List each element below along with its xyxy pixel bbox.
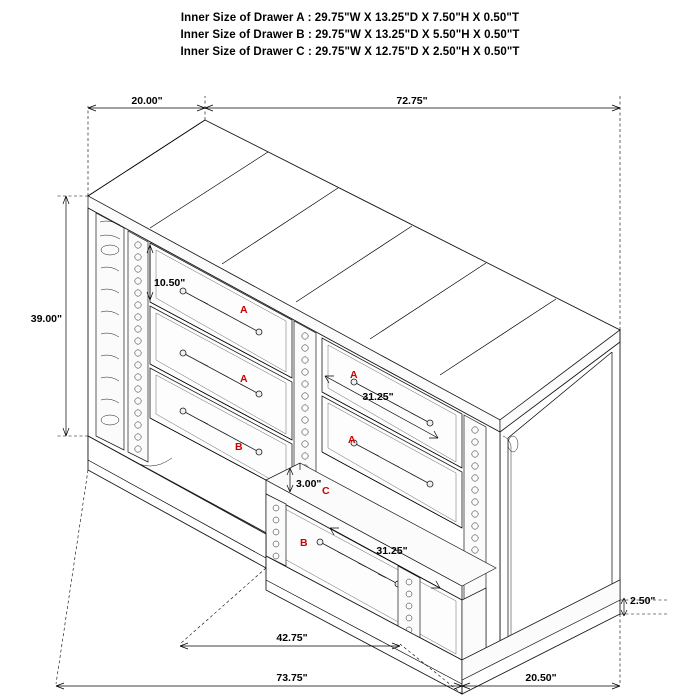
dim-base-height <box>621 595 655 616</box>
dim-depth-top <box>88 95 205 111</box>
spec-line-a: Inner Size of Drawer A : 29.75"W X 13.25"D X 7.50"H X 0.50"T <box>180 12 520 24</box>
dim-width-top-label: 72.75" <box>396 95 428 107</box>
left-bead-frame <box>128 231 148 462</box>
label-drawer-lower-wide: B <box>300 537 308 549</box>
dim-base-height-label: 2.50" <box>630 595 656 607</box>
dim-base-inner-width-label: 42.75" <box>276 632 308 644</box>
lower-left-bead <box>266 494 286 566</box>
label-drawer-right-bottom: A <box>348 434 356 446</box>
label-drawer-center-c: C <box>322 485 330 497</box>
dim-height-left <box>31 196 69 436</box>
label-drawer-right-top: A <box>350 369 358 381</box>
dim-height-left-label: 39.00" <box>30 313 62 325</box>
dim-drawer-lower-width-label: 31.25" <box>376 545 408 557</box>
dim-base-total-width-label: 73.75" <box>276 672 308 684</box>
left-column <box>96 213 124 450</box>
dresser-illustration <box>88 120 620 694</box>
dim-base-depth-label: 20.50" <box>525 672 557 684</box>
label-drawer-left-top: A <box>240 304 248 316</box>
dim-depth-top-label: 20.00" <box>131 95 163 107</box>
label-drawer-left-middle: A <box>240 373 248 385</box>
dim-drawer-upper-width-label: 31.25" <box>362 391 394 403</box>
dim-width-top <box>205 95 620 111</box>
spec-line-b: Inner Size of Drawer B : 29.75"W X 13.25"D X 5.50"H X 0.50"T <box>180 29 520 41</box>
spec-line-c: Inner Size of Drawer C : 29.75"W X 12.75"D X 2.50"H X 0.50"T <box>180 46 520 58</box>
dim-drawer-a-height-label: 10.50" <box>154 277 186 289</box>
dim-drawer-c-height-label: 3.00" <box>296 478 322 490</box>
label-drawer-left-bottom: B <box>235 441 243 453</box>
dim-base-total-width <box>56 672 462 689</box>
